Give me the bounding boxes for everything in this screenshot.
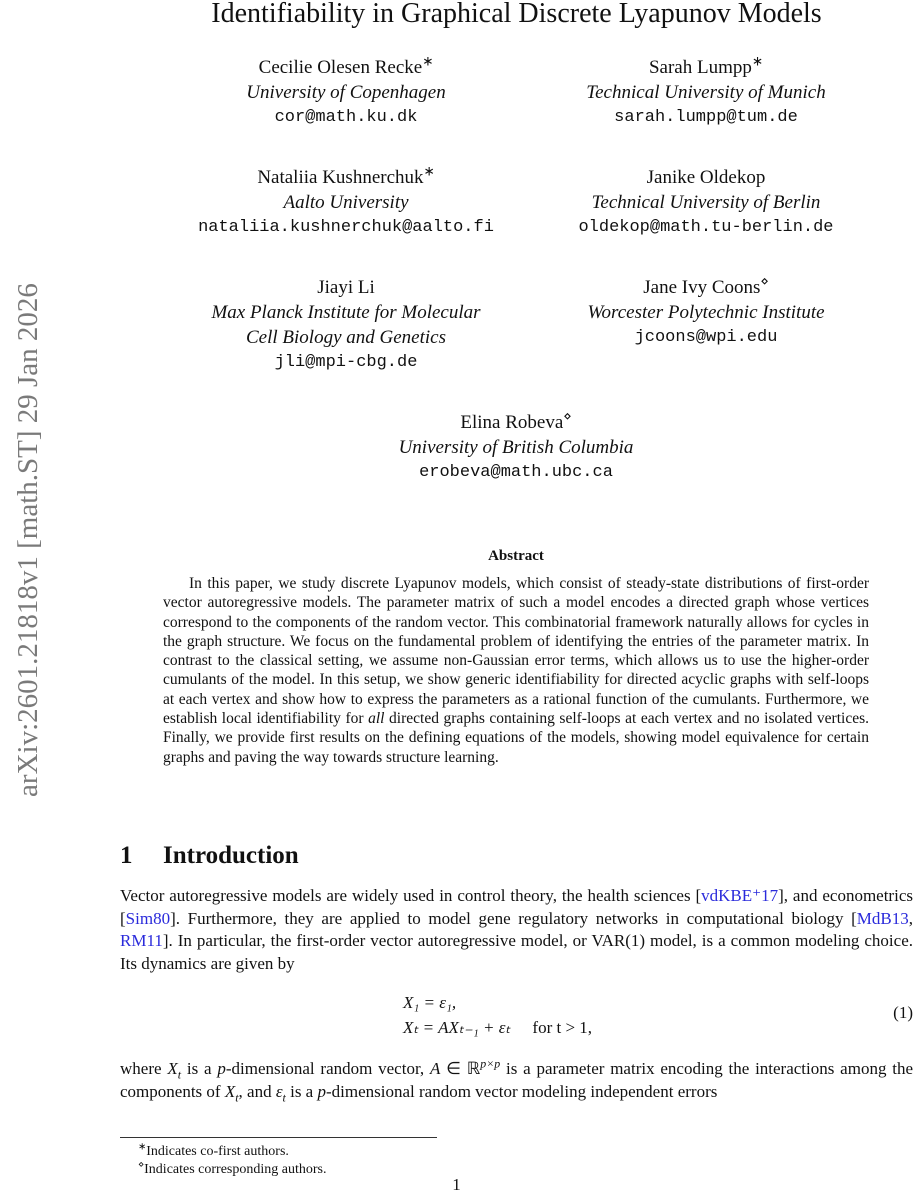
author-mark: ⋄ (760, 273, 769, 289)
paper-title: Identifiability in Graphical Discrete Lyapunov Models (211, 0, 822, 29)
author-affiliation-line2: Cell Biology and Genetics (246, 327, 446, 348)
para-text: -dimensional random vector, (225, 1059, 430, 1078)
author-mark: ∗ (751, 53, 764, 69)
footnote-text: Indicates co-first authors. (146, 1144, 289, 1159)
para-text: is a (181, 1059, 218, 1078)
footnote-mark: ∗ (138, 1141, 147, 1153)
author-name: Jane Ivy Coons (643, 277, 761, 298)
equation-line: Xₜ = AXₜ₋₁ + εₜ (403, 1018, 511, 1037)
author-affiliation: Technical University of Munich (586, 82, 826, 103)
author-affiliation: Worcester Polytechnic Institute (587, 302, 825, 323)
author-email[interactable]: sarah.lumpp@tum.de (614, 108, 798, 127)
equation-number: (1) (893, 1003, 913, 1022)
author-name: Nataliia Kushnerchuk (257, 167, 424, 188)
footnote-text: Indicates corresponding authors. (144, 1162, 327, 1177)
author-name: Elina Robeva (460, 412, 564, 433)
abstract-emphasis: all (368, 710, 385, 728)
intro-text: ]. Furthermore, they are applied to model gene regulatory networks in computational biology [ (170, 908, 857, 928)
section-heading (120, 842, 299, 870)
equation-condition: for t > 1, (532, 1018, 593, 1037)
author-affiliation: University of British Columbia (398, 437, 634, 458)
author-block (540, 275, 872, 350)
citation-link[interactable]: RM11 (120, 931, 163, 950)
citation-link[interactable]: vdKBE⁺17 (701, 886, 779, 905)
author-name: Jiayi Li (317, 277, 375, 298)
equation-line: X₁ = ε₁, (403, 993, 457, 1012)
author-email[interactable]: jli@mpi-cbg.de (274, 353, 418, 372)
author-email[interactable]: cor@math.ku.dk (274, 108, 418, 127)
intro-text: ], and econometrics [ (120, 886, 913, 928)
intro-text: , (908, 908, 913, 928)
author-name: Cecilie Olesen Recke (258, 57, 423, 78)
section-title: Introduction (163, 842, 299, 869)
author-email[interactable]: oldekop@math.tu-berlin.de (578, 218, 834, 237)
abstract-body (163, 574, 869, 767)
author-email[interactable]: nataliia.kushnerchuk@aalto.fi (198, 218, 494, 237)
page-number: 1 (452, 1175, 461, 1194)
para-text: is a parameter matrix encoding the interactions among the components of (120, 1059, 913, 1101)
intro-text: Vector autoregressive models are widely used in control theory, the health sciences [ (120, 886, 702, 905)
footnote (138, 1143, 289, 1161)
intro-text: ]. In particular, the first-order vector autoregressive model, or VAR(1) model, is a common modeling choice. Its dynamics are given by (120, 931, 913, 973)
para-text: is a (285, 1081, 318, 1101)
para-text: where (120, 1059, 168, 1078)
author-affiliation: Aalto University (283, 192, 409, 213)
after-equation-paragraph: where $X_t$ is a p-dimensional random vector, A ∈ ℝ$^{p\times p}$ is a parameter matrix encoding the interactions among the components of $X_t$, and $\varepsilon_t$ is a p-dimensional random vector modeling independent errors (120, 1056, 913, 1104)
abstract-text: In this paper, we study discrete Lyapunov models, which consist of steady-state distributions of first-order vector autoregressive models. The parameter matrix of such a model encodes a directed graph whose vertices correspond to the components of the random vector. This combinatorial framework naturally allows for cycles in the graph structure. We focus on the fundamental problem of identifying the entries of the parameter matrix. In contrast to the classical setting, we assume non-Gaussian error terms, which allows us to use the higher-order cumulants of the model. In this setup, we show generic identifiability for directed acyclic graphs with self-loops at each vertex and show how to express the parameters as a rational function of the cumulants. Furthermore, we establish local identifiability for (163, 575, 869, 728)
author-name: Janike Oldekop (646, 167, 766, 188)
abstract-text: directed graphs containing self-loops at each vertex and no isolated vertices. Finally, we provide first results on the defining equations of the models, showing model equivalence for certain graphs and paving the way towards structure learning. (163, 710, 869, 766)
author-mark: ∗ (423, 163, 435, 179)
author-block (180, 55, 512, 130)
intro-paragraph (120, 885, 913, 975)
para-text: , and (238, 1081, 276, 1101)
footnote-rule (120, 1137, 437, 1138)
para-text: -dimensional random vector modeling independent errors (325, 1081, 718, 1101)
equation-1 (403, 990, 592, 1040)
author-block (330, 410, 702, 485)
citation-link[interactable]: MdB13 (856, 908, 909, 928)
footnote-mark: ⋄ (138, 1159, 145, 1171)
author-name: Sarah Lumpp (648, 57, 752, 78)
author-mark: ∗ (422, 53, 434, 69)
author-email[interactable]: erobeva@math.ubc.ca (419, 463, 613, 482)
section-number: 1 (120, 842, 133, 869)
author-email[interactable]: jcoons@wpi.edu (634, 328, 778, 347)
author-block (170, 275, 522, 375)
author-affiliation: Max Planck Institute for Molecular (211, 302, 481, 323)
citation-link[interactable]: Sim80 (125, 908, 171, 928)
author-block (160, 165, 532, 240)
author-block (540, 165, 872, 240)
author-affiliation: University of Copenhagen (246, 82, 446, 103)
author-affiliation: Technical University of Berlin (591, 192, 821, 213)
author-block (540, 55, 872, 130)
arxiv-stamp: arXiv:2601.21818v1 [math.ST] 29 Jan 2026 (12, 283, 44, 797)
abstract-heading: Abstract (488, 548, 544, 564)
author-mark: ⋄ (563, 408, 572, 424)
